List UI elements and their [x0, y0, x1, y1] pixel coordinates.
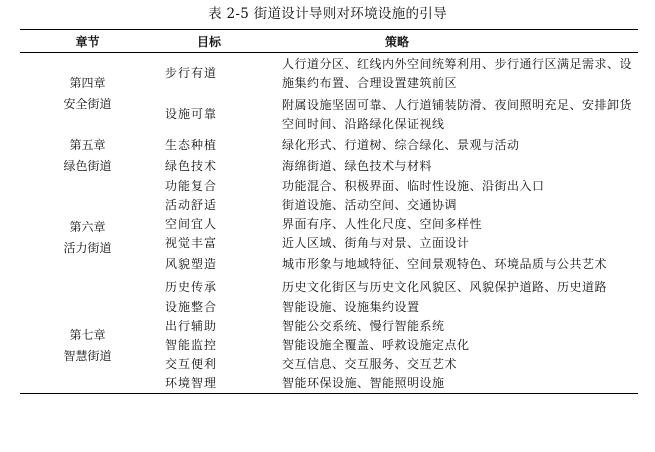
table-row: [20, 135, 638, 156]
goal-cell: 步行有道: [165, 66, 218, 81]
chapter-title: 安全街道: [63, 97, 112, 111]
goal-cell: 视觉丰富: [165, 236, 218, 251]
chapter-title: 智慧街道: [63, 348, 112, 363]
strategy-cell: 智能设施、设施集约设置: [282, 300, 420, 315]
strategy-cell: 绿化形式、行道树、综合绿化、景观与活动: [282, 138, 520, 153]
chapter-cell: [20, 53, 155, 136]
chapter-number: 第五章: [69, 138, 106, 152]
strategy-cell: 功能混合、积极界面、临时性设施、沿街出入口: [282, 179, 545, 194]
goal-cell: 交互便利: [165, 357, 218, 372]
header-strategy: 策略: [385, 34, 410, 49]
strategy-cell: 城市形象与地域特征、空间景观特色、环境品质与公共艺术: [282, 257, 608, 271]
chapter-title: 绿色街道: [63, 159, 112, 173]
goal-cell: 绿色技术: [165, 159, 218, 174]
strategy-cell: 海绵街道、绿色技术与材料: [282, 159, 433, 174]
chapter-cell: [20, 298, 155, 394]
table-caption: 表 2-5 街道设计导则对环境设施的引导: [208, 6, 447, 22]
strategy-cell: 人行道分区、红线内外空间统筹利用、步行通行区满足需求、设施集约布置、合理设置建筑前区: [282, 57, 633, 90]
goal-cell: 空间宜人: [165, 217, 218, 232]
chapter-number: 第四章: [69, 76, 106, 90]
goal-cell: 环境智理: [165, 376, 218, 391]
goal-cell: 历史传承: [165, 279, 218, 294]
guidance-table: [20, 29, 638, 394]
goal-cell: 出行辅助: [165, 319, 218, 334]
table-row: [20, 298, 638, 317]
goal-cell: 风貌塑造: [165, 257, 218, 271]
header-chapter: 章节: [75, 34, 100, 49]
goal-cell: 设施整合: [165, 300, 218, 315]
chapter-number: 第六章: [69, 219, 106, 234]
table-row: [20, 53, 638, 95]
table-header-row: [20, 30, 638, 53]
goal-cell: 活动舒适: [165, 198, 218, 213]
strategy-cell: 街道设施、活动空间、交通协调: [282, 198, 458, 213]
chapter-cell: [20, 177, 155, 298]
strategy-cell: 智能设施全覆盖、呼救设施定点化: [282, 338, 470, 353]
strategy-cell: 智能公交系统、慢行智能系统: [282, 319, 445, 334]
strategy-cell: 近人区域、街角与对景、立面设计: [282, 236, 470, 251]
goal-cell: 智能监控: [165, 338, 218, 353]
table-row: [20, 177, 638, 196]
chapter-cell: [20, 135, 155, 177]
chapter-title: 活力街道: [63, 240, 112, 255]
header-goal: 目标: [197, 34, 222, 49]
chapter-number: 第七章: [69, 327, 106, 342]
goal-cell: 生态种植: [165, 138, 218, 153]
strategy-cell: 历史文化街区与历史文化风貌区、风貌保护道路、历史道路: [282, 279, 608, 294]
strategy-cell: 交互信息、交互服务、交互艺术: [282, 357, 458, 372]
goal-cell: 设施可靠: [165, 107, 218, 122]
strategy-cell: 附属设施坚固可靠、人行道铺装防滑、夜间照明充足、安排卸货空间时间、沿路绿化保证视线: [282, 98, 633, 131]
strategy-cell: 界面有序、人性化尺度、空间多样性: [282, 217, 483, 232]
strategy-cell: 智能环保设施、智能照明设施: [282, 376, 445, 391]
goal-cell: 功能复合: [165, 179, 218, 194]
